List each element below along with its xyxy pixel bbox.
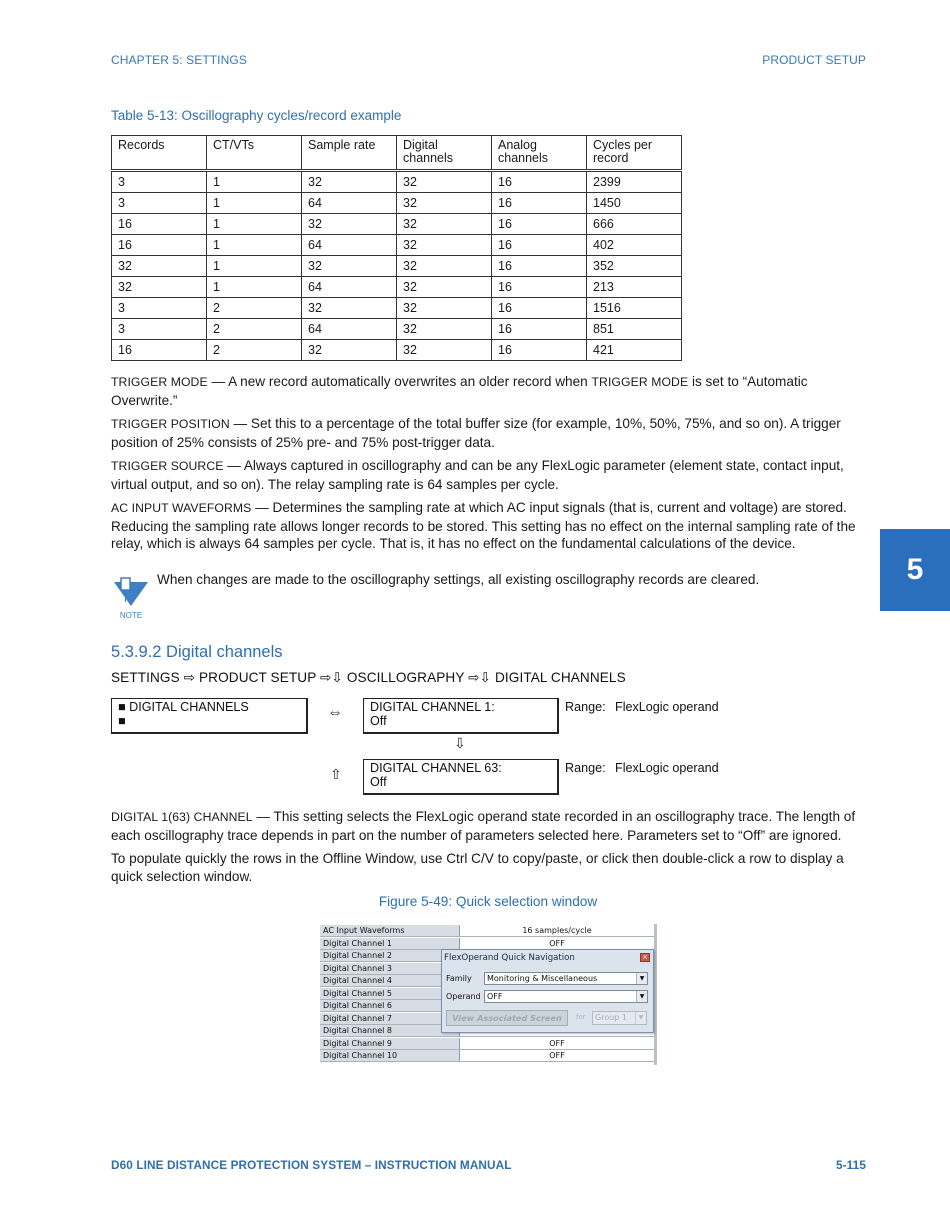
- footer-manual-title: D60 LINE DISTANCE PROTECTION SYSTEM – INSTRUCTION MANUAL: [111, 1158, 512, 1172]
- table-cell: 2: [207, 340, 302, 361]
- term: DIGITAL 1(63) CHANNEL: [111, 810, 253, 824]
- settings-grid-row[interactable]: [320, 1050, 654, 1062]
- table-cell: 32: [302, 256, 397, 277]
- table-cell: 64: [302, 235, 397, 256]
- setting-label: Digital Channel 4: [320, 975, 460, 986]
- table-cell: 32: [397, 319, 492, 340]
- table-cell: 16: [492, 298, 587, 319]
- trigger-source-paragraph: TRIGGER SOURCE — Always captured in oscillography and can be any FlexLogic parameter (element state, contact input, virtual output, and so on). The relay sampling rate is 64 samples per cycle.: [111, 458, 844, 492]
- table-cell: 16: [112, 340, 207, 361]
- table-cell: 1: [207, 193, 302, 214]
- table-cell: 402: [587, 235, 682, 256]
- range-channel-1: Range: FlexLogic operand: [565, 700, 719, 714]
- table-row: [112, 193, 682, 214]
- close-icon[interactable]: ×: [640, 953, 650, 962]
- table-cell: 32: [112, 277, 207, 298]
- table-cell: 16: [112, 235, 207, 256]
- table-cell: 16: [492, 319, 587, 340]
- table-cell: 32: [397, 256, 492, 277]
- term: TRIGGER POSITION: [111, 417, 230, 431]
- column-header: Records: [112, 136, 207, 171]
- setting-label: Digital Channel 1: [320, 938, 460, 949]
- table-cell: 352: [587, 256, 682, 277]
- table-cell: 1: [207, 235, 302, 256]
- menu-path: SETTINGS ⇨ PRODUCT SETUP ⇨⇩ OSCILLOGRAPHY ⇨⇩ DIGITAL CHANNELS: [111, 670, 626, 685]
- setting-value[interactable]: OFF: [549, 938, 565, 948]
- for-label: for: [576, 1013, 586, 1021]
- table-row: [112, 256, 682, 277]
- column-header: Digital channels: [397, 136, 492, 171]
- svg-text:NOTE: NOTE: [119, 611, 143, 620]
- term: AC INPUT WAVEFORMS: [111, 501, 252, 515]
- table-cell: 32: [397, 235, 492, 256]
- operand-label: Operand: [446, 992, 481, 1001]
- table-cell: 2399: [587, 171, 682, 193]
- ac-input-waveforms-paragraph: AC INPUT WAVEFORMS — Determines the sampling rate at which AC input signals (that is, current and voltage) are stored. Reducing the sampling rate allows longer records to be stored. This setting has no effect on the internal sampling rate of the relay, which is always 64 samples per cycle. That is, it has no effect on the fundamental calculations of the device.: [111, 500, 856, 552]
- table-cell: 3: [112, 171, 207, 193]
- table-cell: 64: [302, 193, 397, 214]
- table-cell: 16: [492, 193, 587, 214]
- table-cell: 32: [397, 214, 492, 235]
- figure-caption: Figure 5-49: Quick selection window: [378, 894, 598, 909]
- table-cell: 16: [492, 171, 587, 193]
- table-header-row: [112, 136, 682, 171]
- family-select[interactable]: Monitoring & Miscellaneous ▼: [484, 972, 648, 985]
- setting-label: Digital Channel 5: [320, 988, 460, 999]
- down-arrow-icon: ⇩: [454, 735, 466, 751]
- table-cell: 16: [492, 235, 587, 256]
- table-cell: 16: [492, 340, 587, 361]
- section-heading: 5.3.9.2 Digital channels: [111, 643, 283, 661]
- setting-label: Digital Channel 3: [320, 963, 460, 974]
- setting-label: Digital Channel 2: [320, 950, 460, 961]
- range-channel-63: Range: FlexLogic operand: [565, 761, 719, 775]
- table-cell: 3: [112, 319, 207, 340]
- table-row: [112, 277, 682, 298]
- populate-paragraph: To populate quickly the rows in the Offline Window, use Ctrl C/V to copy/paste, or click then double-click a row to display a quick selection window.: [111, 851, 844, 884]
- table-cell: 2: [207, 319, 302, 340]
- setting-value[interactable]: OFF: [549, 1038, 565, 1048]
- table-caption: Table 5-13: Oscillography cycles/record example: [111, 108, 402, 123]
- table-cell: 32: [397, 340, 492, 361]
- menu-box-digital-channel-1: DIGITAL CHANNEL 1: Off: [363, 698, 559, 734]
- table-cell: 64: [302, 277, 397, 298]
- column-header: Cycles per record: [587, 136, 682, 171]
- setting-value[interactable]: OFF: [549, 1051, 565, 1060]
- setting-label: AC Input Waveforms: [320, 925, 460, 936]
- settings-grid-row[interactable]: [320, 938, 654, 950]
- table-cell: 32: [397, 298, 492, 319]
- setting-value[interactable]: 16 samples/cycle: [522, 926, 592, 935]
- table-cell: 32: [112, 256, 207, 277]
- setting-label: Digital Channel 7: [320, 1013, 460, 1024]
- digital-channel-paragraph: DIGITAL 1(63) CHANNEL — This setting selects the FlexLogic operand state recorded in an oscillography trace. The length of each oscillography trace depends in part on the number of parameters selected here. Parameters set to “Off” are ignored.: [111, 809, 856, 843]
- table-cell: 851: [587, 319, 682, 340]
- column-header: Sample rate: [302, 136, 397, 171]
- trigger-mode-paragraph: TRIGGER MODE — A new record automatically overwrites an older record when TRIGGER MODE is set to “Automatic Overwrite.”: [111, 374, 808, 408]
- table-cell: 1516: [587, 298, 682, 319]
- setting-label: Digital Channel 9: [320, 1038, 460, 1049]
- table-cell: 32: [302, 340, 397, 361]
- table-cell: 32: [397, 277, 492, 298]
- table-cell: 1450: [587, 193, 682, 214]
- group-select[interactable]: Group 1 ▼: [592, 1011, 647, 1025]
- chapter-tab-number: 5: [906, 553, 924, 586]
- column-header: CT/VTs: [207, 136, 302, 171]
- table-cell: 64: [302, 319, 397, 340]
- table-row: [112, 171, 682, 193]
- table-cell: 16: [492, 277, 587, 298]
- table-cell: 666: [587, 214, 682, 235]
- oscillography-table: [111, 135, 682, 361]
- menu-box-digital-channels: ■ DIGITAL CHANNELS ■: [111, 698, 308, 734]
- setting-label: Digital Channel 10: [320, 1050, 460, 1061]
- trigger-position-paragraph: TRIGGER POSITION — Set this to a percentage of the total buffer size (for example, 10%, 50%, 75%, and so on). A trigger position of 25% consists of 25% pre- and 75% post-trigger data.: [111, 416, 841, 450]
- table-row: [112, 214, 682, 235]
- chevron-down-icon[interactable]: ▼: [636, 991, 647, 1002]
- flexoperand-quick-navigation-dialog: [441, 949, 654, 1033]
- term: TRIGGER MODE: [111, 375, 208, 389]
- table-cell: 1: [207, 277, 302, 298]
- settings-grid-row[interactable]: [320, 925, 654, 937]
- operand-select[interactable]: OFF ▼: [484, 990, 648, 1003]
- table-cell: 32: [302, 214, 397, 235]
- footer-page-number: 5-115: [835, 1158, 866, 1172]
- table-row: [112, 319, 682, 340]
- note-icon: [112, 576, 150, 620]
- table-row: [112, 340, 682, 361]
- table-cell: 1: [207, 214, 302, 235]
- chevron-down-icon[interactable]: ▼: [635, 1012, 646, 1024]
- dialog-title: FlexOperand Quick Navigation: [444, 953, 575, 963]
- table-cell: 32: [302, 298, 397, 319]
- table-cell: 16: [492, 214, 587, 235]
- table-row: [112, 298, 682, 319]
- table-cell: 1: [207, 171, 302, 193]
- table-cell: 32: [397, 171, 492, 193]
- note-text: When changes are made to the oscillography settings, all existing oscillography records are cleared.: [157, 572, 760, 587]
- table-cell: 213: [587, 277, 682, 298]
- view-associated-screen-button[interactable]: View Associated Screen: [446, 1010, 568, 1026]
- table-cell: 3: [112, 193, 207, 214]
- menu-box-digital-channel-63: DIGITAL CHANNEL 63: Off: [363, 759, 559, 795]
- chapter-tab: [880, 529, 950, 611]
- chevron-down-icon[interactable]: ▼: [636, 973, 647, 984]
- table-cell: 32: [397, 193, 492, 214]
- column-header: Analog channels: [492, 136, 587, 171]
- up-arrow-icon: ⇧: [330, 766, 342, 782]
- table-cell: 2: [207, 298, 302, 319]
- setting-label: Digital Channel 6: [320, 1000, 460, 1011]
- bidirectional-arrow-icon: ⇔: [327, 704, 343, 721]
- table-row: [112, 235, 682, 256]
- term: TRIGGER SOURCE: [111, 459, 224, 473]
- term: TRIGGER MODE: [591, 375, 689, 389]
- running-header-section: PRODUCT SETUP: [762, 53, 866, 67]
- table-cell: 1: [207, 256, 302, 277]
- settings-grid-row[interactable]: [320, 1038, 654, 1050]
- table-cell: 421: [587, 340, 682, 361]
- setting-label: Digital Channel 8: [320, 1025, 460, 1036]
- family-label: Family: [446, 974, 472, 983]
- table-cell: 16: [112, 214, 207, 235]
- table-cell: 16: [492, 256, 587, 277]
- table-cell: 3: [112, 298, 207, 319]
- table-cell: 32: [302, 171, 397, 193]
- running-header-chapter: CHAPTER 5: SETTINGS: [111, 53, 247, 67]
